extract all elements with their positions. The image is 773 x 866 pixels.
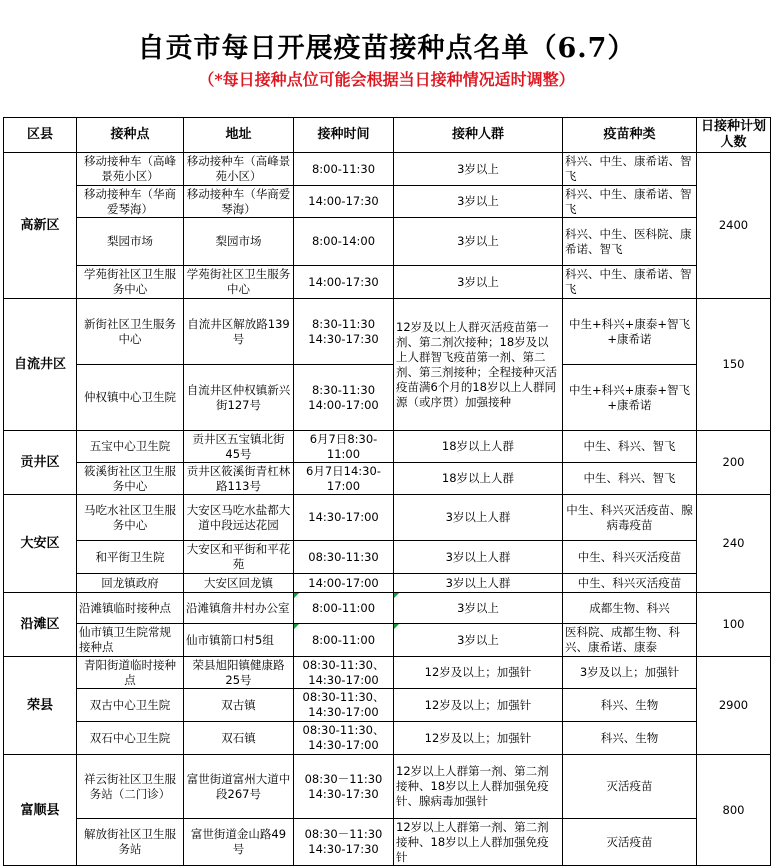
address-cell: 仙市镇箭口村5组	[184, 624, 294, 657]
address-cell: 富世街道富州大道中段267号	[184, 755, 294, 819]
col-header-address: 地址	[184, 118, 294, 153]
col-header-time: 接种时间	[294, 118, 394, 153]
col-header-site: 接种点	[77, 118, 184, 153]
people-cell: 12岁及以上人群灭活疫苗第一剂、第二剂次接种；18岁及以上人群智飞疫苗第一剂、第二剂、第三剂接种；全程接种灭活疫苗满6个月的18岁以上人群同源（或序贯）加强接种	[394, 299, 563, 431]
vaccine-cell: 中生+科兴+康泰+智飞+康希诺	[563, 365, 697, 431]
site-cell: 回龙镇政府	[77, 574, 184, 593]
people-cell: 3岁以上	[394, 153, 563, 186]
table-row	[4, 463, 771, 495]
col-header-vaccine: 疫苗种类	[563, 118, 697, 153]
address-cell: 自流井区仲权镇新兴街127号	[184, 365, 294, 431]
district-cell: 沿滩区	[4, 593, 77, 657]
time-cell: 8:00-11:00	[294, 624, 394, 657]
plan-cell: 240	[697, 495, 771, 593]
site-cell: 祥云街社区卫生服务站（二门诊）	[77, 755, 184, 819]
col-header-plan: 日接种计划人数	[697, 118, 771, 153]
site-cell: 学苑街社区卫生服务中心	[77, 266, 184, 299]
vaccine-cell: 中生、科兴、智飞	[563, 463, 697, 495]
table-row	[4, 574, 771, 593]
people-cell: 12岁及以上；加强针	[394, 722, 563, 755]
page-title: 自贡市每日开展疫苗接种点名单（6.7）	[137, 33, 636, 64]
address-cell: 贡井区筱溪街青杠林路113号	[184, 463, 294, 495]
table-row	[4, 819, 771, 866]
time-cell: 8:00-11:00	[294, 593, 394, 624]
sheet-header	[0, 0, 773, 117]
time-cell: 14:00-17:00	[294, 574, 394, 593]
people-cell: 12岁及以上；加强针	[394, 657, 563, 689]
address-cell: 荣县旭阳镇健康路25号	[184, 657, 294, 689]
time-cell: 08:30-11:30、14:30-17:00	[294, 689, 394, 722]
vaccine-cell: 灭活疫苗	[563, 755, 697, 819]
people-cell: 3岁以上人群	[394, 495, 563, 541]
col-header-people: 接种人群	[394, 118, 563, 153]
time-cell: 08:30-11:30、14:30-17:00	[294, 722, 394, 755]
site-cell: 筱溪街社区卫生服务中心	[77, 463, 184, 495]
time-cell: 14:00-17:30	[294, 186, 394, 218]
table-row	[4, 593, 771, 624]
people-cell: 12岁以上人群第一剂、第二剂接种、18岁以上人群加强免疫针	[394, 819, 563, 866]
address-cell: 双古镇	[184, 689, 294, 722]
table-row	[4, 431, 771, 463]
vaccine-cell: 科兴、生物	[563, 689, 697, 722]
table-row	[4, 153, 771, 186]
address-cell: 移动接种车（高峰景苑小区）	[184, 153, 294, 186]
time-cell: 8:00-11:30	[294, 153, 394, 186]
people-cell: 3岁以上	[394, 186, 563, 218]
address-cell: 梨园市场	[184, 218, 294, 266]
site-cell: 五宝中心卫生院	[77, 431, 184, 463]
address-cell: 移动接种车（华商爱琴海）	[184, 186, 294, 218]
vaccine-cell: 科兴、中生、康希诺、智飞	[563, 153, 697, 186]
people-cell: 3岁以上人群	[394, 574, 563, 593]
site-cell: 沿滩镇临时接种点	[77, 593, 184, 624]
site-cell: 移动接种车（华商爱琴海）	[77, 186, 184, 218]
site-cell: 和平街卫生院	[77, 541, 184, 574]
district-cell: 贡井区	[4, 431, 77, 495]
site-cell: 仙市镇卫生院常规接种点	[77, 624, 184, 657]
vaccine-cell: 科兴、生物	[563, 722, 697, 755]
vaccine-cell: 成都生物、科兴	[563, 593, 697, 624]
people-cell: 3岁以上	[394, 218, 563, 266]
vaccine-cell: 科兴、中生、康希诺、智飞	[563, 186, 697, 218]
table-row	[4, 755, 771, 819]
table-row	[4, 266, 771, 299]
vaccine-cell: 中生、科兴灭活疫苗	[563, 574, 697, 593]
time-cell: 8:30-11:30 14:30-17:30	[294, 299, 394, 365]
table-row	[4, 541, 771, 574]
people-cell: 18岁以上人群	[394, 431, 563, 463]
vaccine-cell: 中生、科兴灭活疫苗、腺病毒疫苗	[563, 495, 697, 541]
site-cell: 双石中心卫生院	[77, 722, 184, 755]
page-subtitle: （*每日接种点位可能会根据当日接种情况适时调整）	[198, 70, 575, 89]
address-cell: 沿滩镇詹井村办公室	[184, 593, 294, 624]
people-cell: 3岁以上	[394, 593, 563, 624]
table-row	[4, 365, 771, 431]
address-cell: 双石镇	[184, 722, 294, 755]
table-row	[4, 624, 771, 657]
site-cell: 新街社区卫生服务中心	[77, 299, 184, 365]
people-cell: 18岁以上人群	[394, 463, 563, 495]
people-cell: 12岁以上人群第一剂、第二剂接种、18岁以上人群加强免疫针、腺病毒加强针	[394, 755, 563, 819]
plan-cell: 800	[697, 755, 771, 866]
people-cell: 3岁以上	[394, 624, 563, 657]
vaccine-cell: 3岁及以上；加强针	[563, 657, 697, 689]
site-cell: 移动接种车（高峰景苑小区）	[77, 153, 184, 186]
site-cell: 梨园市场	[77, 218, 184, 266]
table-row	[4, 722, 771, 755]
plan-cell: 100	[697, 593, 771, 657]
address-cell: 富世街道金山路49号	[184, 819, 294, 866]
time-cell: 14:30-17:00	[294, 495, 394, 541]
people-cell: 3岁以上	[394, 266, 563, 299]
site-cell: 青阳街道临时接种点	[77, 657, 184, 689]
time-cell: 08:30－11:30 14:30-17:30	[294, 819, 394, 866]
time-cell: 08:30－11:30 14:30-17:30	[294, 755, 394, 819]
table-row	[4, 657, 771, 689]
address-cell: 贡井区五宝镇北街45号	[184, 431, 294, 463]
vaccine-cell: 科兴、中生、医科院、康希诺、智飞	[563, 218, 697, 266]
site-cell: 仲权镇中心卫生院	[77, 365, 184, 431]
table-row	[4, 689, 771, 722]
time-cell: 14:00-17:30	[294, 266, 394, 299]
time-cell: 08:30-11:30	[294, 541, 394, 574]
district-cell: 大安区	[4, 495, 77, 593]
district-cell: 荣县	[4, 657, 77, 755]
address-cell: 大安区和平街和平花苑	[184, 541, 294, 574]
table-row	[4, 299, 771, 365]
vaccine-cell: 中生、科兴灭活疫苗	[563, 541, 697, 574]
vaccine-cell: 灭活疫苗	[563, 819, 697, 866]
time-cell: 08:30-11:30、14:30-17:00	[294, 657, 394, 689]
time-cell: 8:30-11:30 14:00-17:00	[294, 365, 394, 431]
vaccine-cell: 科兴、中生、康希诺、智飞	[563, 266, 697, 299]
people-cell: 12岁及以上；加强针	[394, 689, 563, 722]
time-cell: 6月7日14:30-17:00	[294, 463, 394, 495]
district-cell: 富顺县	[4, 755, 77, 866]
site-cell: 解放街社区卫生服务站	[77, 819, 184, 866]
table-header-row	[4, 118, 771, 153]
table-row	[4, 495, 771, 541]
people-cell: 3岁以上人群	[394, 541, 563, 574]
col-header-district: 区县	[4, 118, 77, 153]
time-cell: 8:00-14:00	[294, 218, 394, 266]
site-cell: 双古中心卫生院	[77, 689, 184, 722]
address-cell: 大安区马吃水盐都大道中段远达花园	[184, 495, 294, 541]
vaccine-cell: 中生、科兴、智飞	[563, 431, 697, 463]
address-cell: 大安区回龙镇	[184, 574, 294, 593]
table-row	[4, 218, 771, 266]
table-row	[4, 186, 771, 218]
time-cell: 6月7日8:30-11:00	[294, 431, 394, 463]
plan-cell: 200	[697, 431, 771, 495]
vaccination-sites-table	[3, 117, 771, 866]
plan-cell: 2900	[697, 657, 771, 755]
district-cell: 自流井区	[4, 299, 77, 431]
site-cell: 马吃水社区卫生服务中心	[77, 495, 184, 541]
district-cell: 高新区	[4, 153, 77, 299]
address-cell: 自流井区解放路139号	[184, 299, 294, 365]
plan-cell: 2400	[697, 153, 771, 299]
vaccine-cell: 中生+科兴+康泰+智飞+康希诺	[563, 299, 697, 365]
plan-cell: 150	[697, 299, 771, 431]
address-cell: 学苑街社区卫生服务中心	[184, 266, 294, 299]
vaccine-cell: 医科院、成都生物、科兴、康希诺、康泰	[563, 624, 697, 657]
